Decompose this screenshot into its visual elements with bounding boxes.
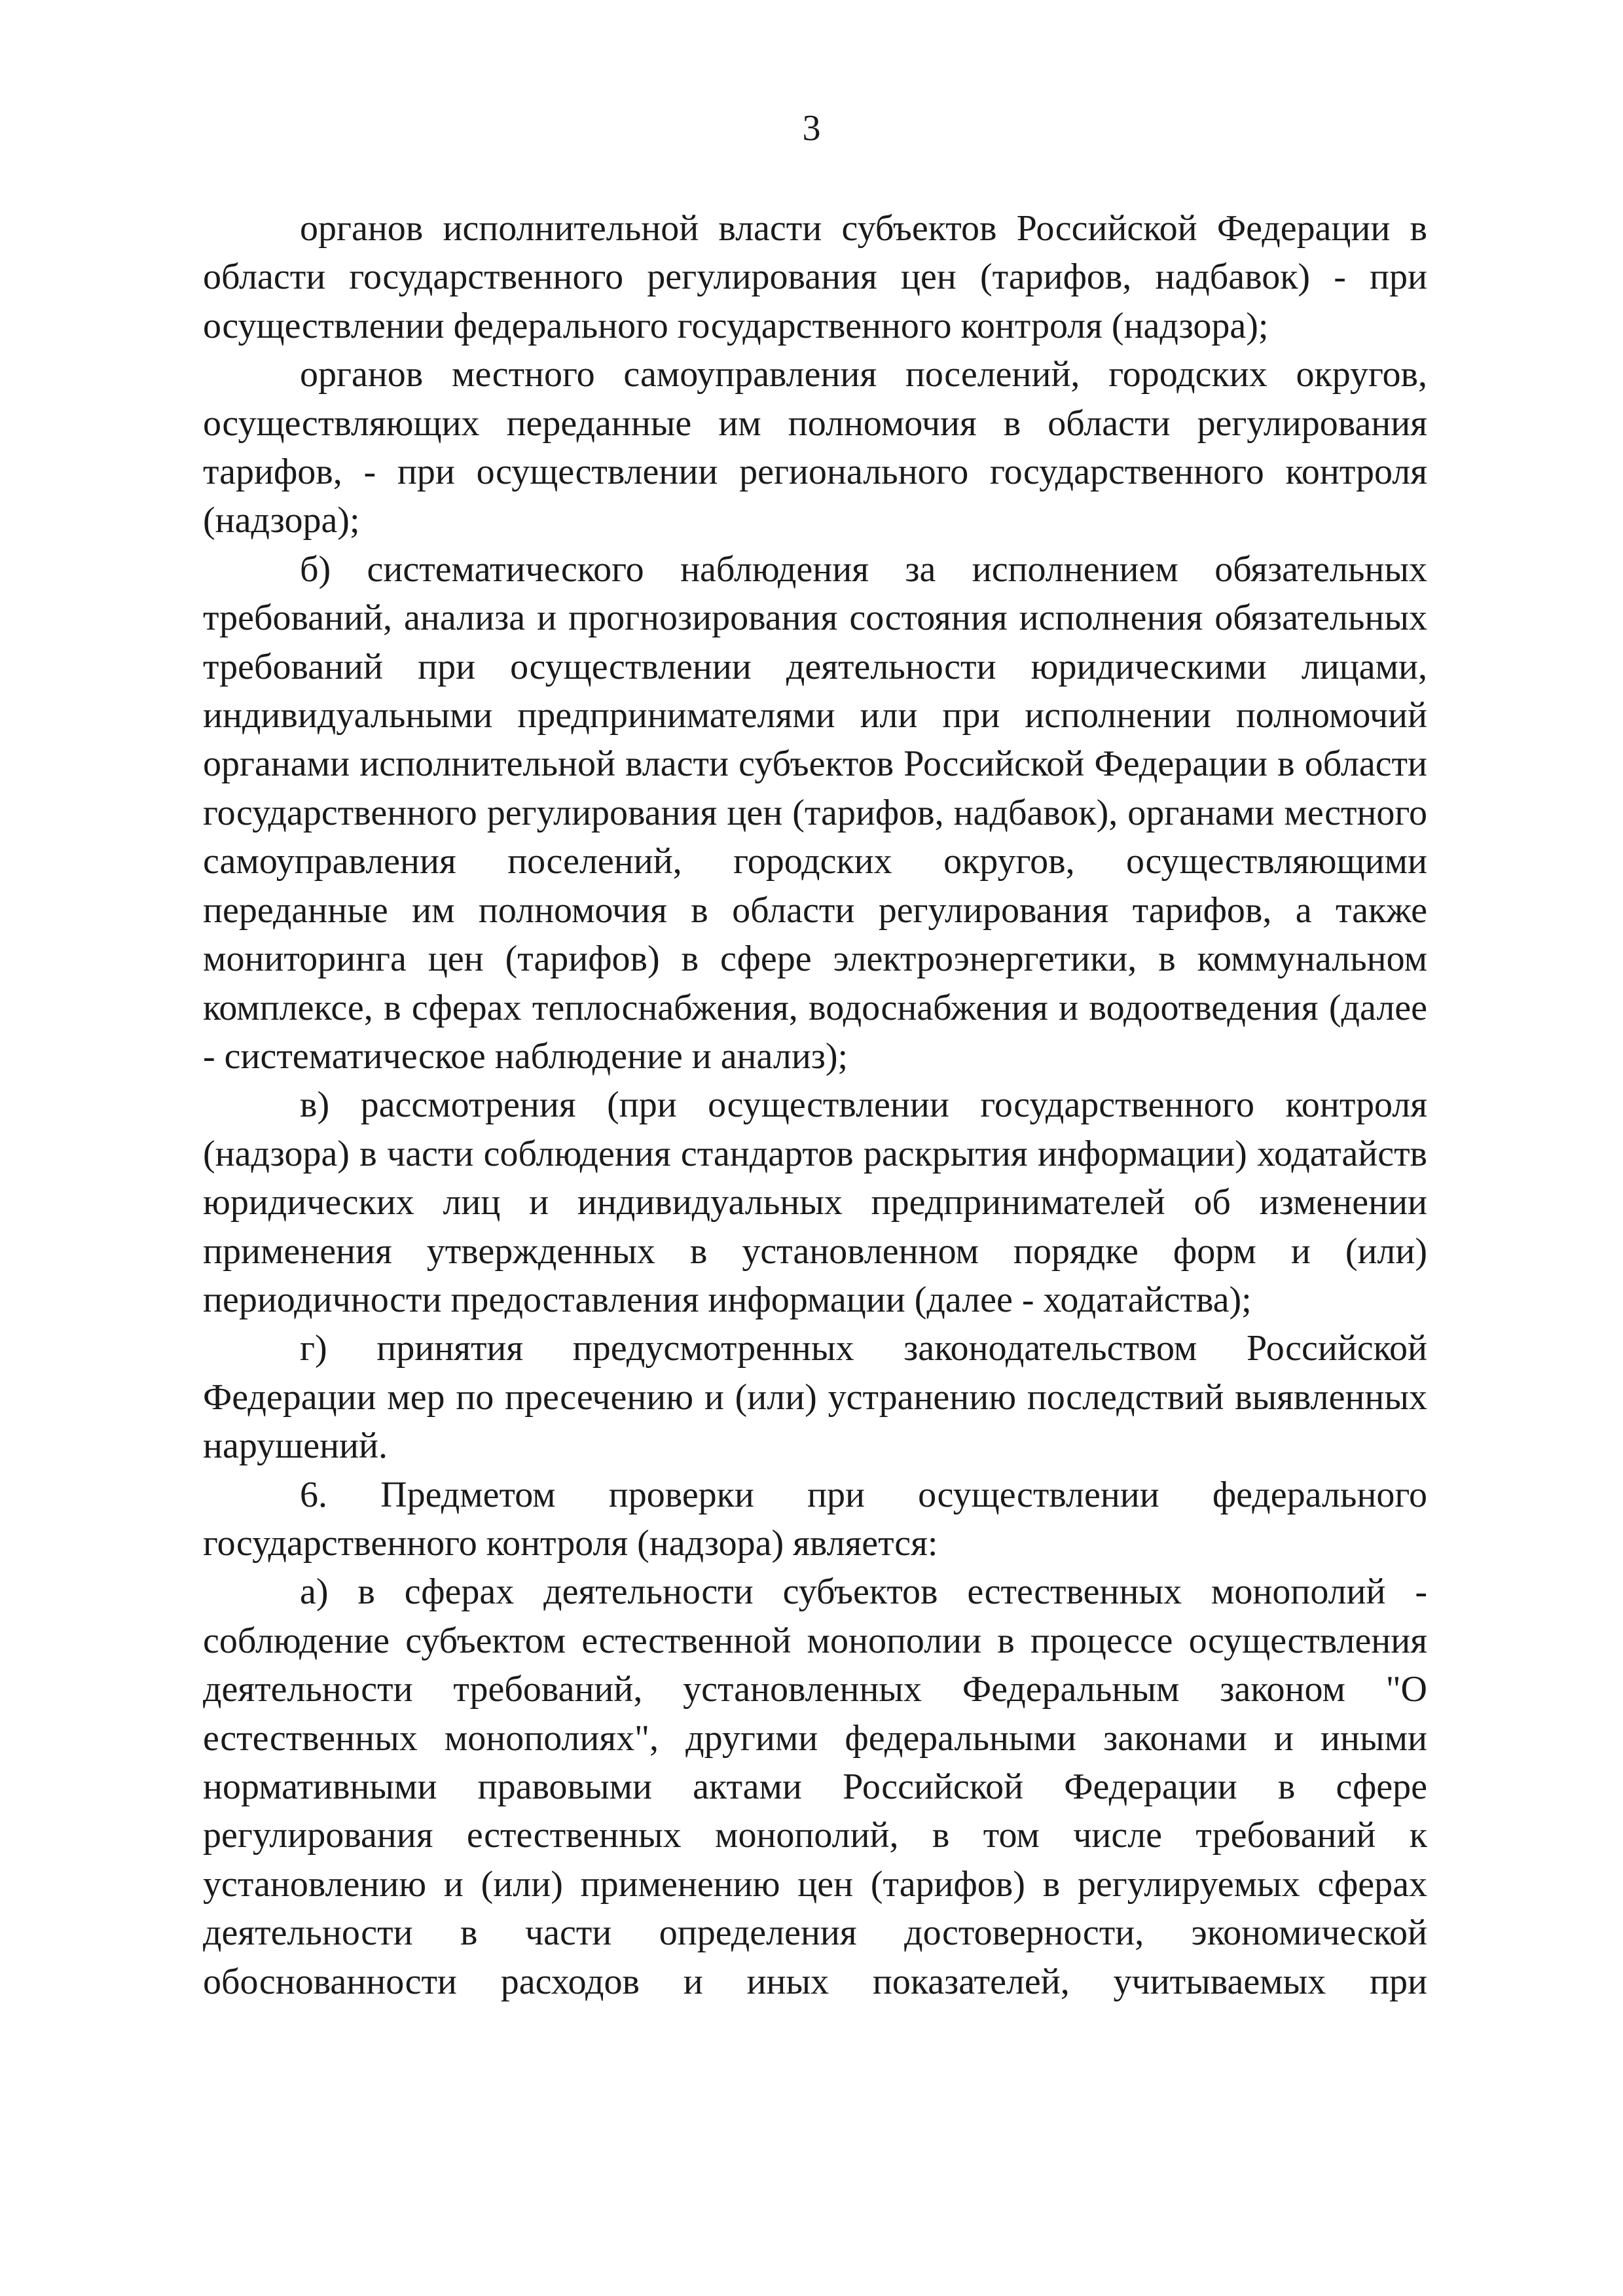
paragraph-item-a: а) в сферах деятельности субъектов естественных монополий - соблюдение субъектом естественной монополии в процессе осуществления деятельности требований, установленных Федеральным законом "О естественных монополиях", другими федеральными законами и иными нормативными правовыми актами Российской Федерации в сфере регулирования естественных монополий, в том числе требований к установлению и (или) применению цен (тарифов) в регулируемых сферах деятельности в части определения достоверности, экономической обоснованности расходов и иных показателей, учитываемых при xyxy=(203,1571,1427,2002)
paragraph-item-v: в) рассмотрения (при осуществлении государственного контроля (надзора) в части соблюдения стандартов раскрытия информации) ходатайств юридических лиц и индивидуальных предпринимателей об изменении применения утвержденных в установленном порядке форм и (или) периодичности предоставления информации (далее - ходатайства); xyxy=(203,1085,1427,1320)
paragraph-organs-local: органов местного самоуправления поселений, городских округов, осуществляющих переданные им полномочия в области регулирования тарифов, - при осуществлении регионального государственного контроля (надзора); xyxy=(203,354,1427,541)
paragraph-organs-executive: органов исполнительной власти субъектов Российской Федерации в области государственного регулирования цен (тарифов, надбавок) - при осуществлении федерального государственного контроля (надзора); xyxy=(203,208,1427,346)
page-number: 3 xyxy=(802,108,821,149)
paragraph-item-g: г) принятия предусмотренных законодательством Российской Федерации мер по пресечению и (или) устранению последствий выявленных нарушений. xyxy=(203,1328,1427,1467)
paragraph-item-b: б) систематического наблюдения за исполнением обязательных требований, анализа и прогнозирования состояния исполнения обязательных требований при осуществлении деятельности юридическими лицами, индивидуальными предпринимателями или при исполнении полномочий органами исполнительной власти субъектов Российской Федерации в области государственного регулирования цен (тарифов, надбавок), органами местного самоуправления поселений, городских округов, осуществляющими переданные им полномочия в области регулирования тарифов, а также мониторинга цен (тарифов) в сфере электроэнергетики, в коммунальном комплексе, в сферах теплоснабжения, водоснабжения и водоотведения (далее - систематическое наблюдение и анализ); xyxy=(203,548,1427,1077)
document-body xyxy=(203,204,1427,2006)
paragraph-point-6: 6. Предметом проверки при осуществлении федерального государственного контроля (надзора) является: xyxy=(203,1474,1427,1564)
